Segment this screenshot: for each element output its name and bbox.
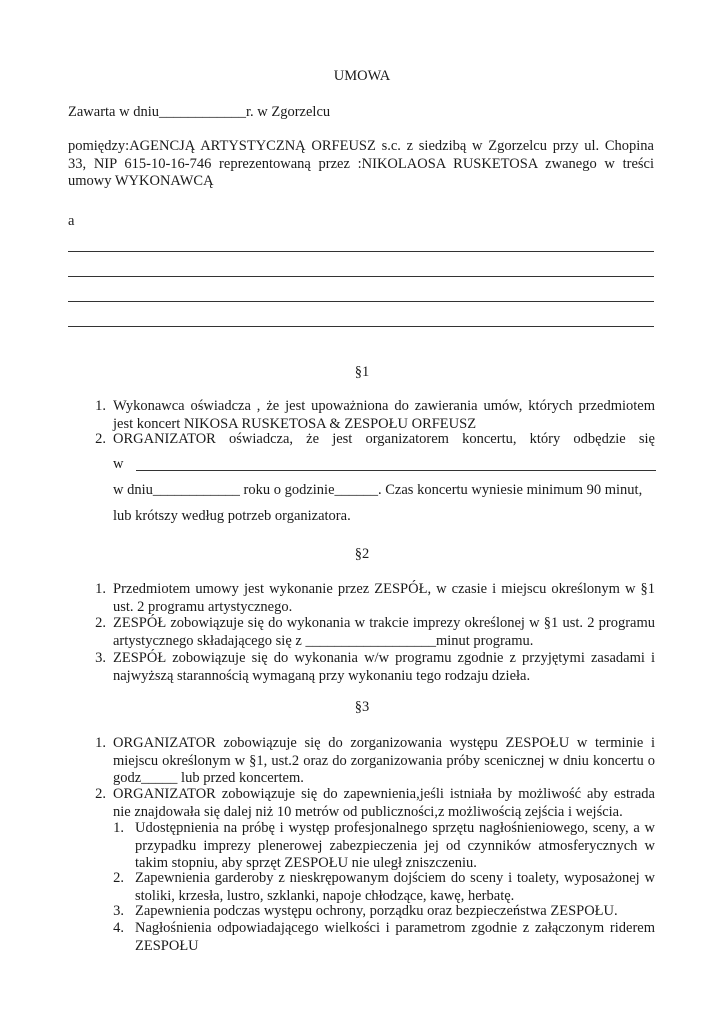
s3-sub-3-text: Zapewnienia podczas występu ochrony, porządku oraz bezpieczeństwa ZESPOŁU.: [135, 903, 618, 919]
s3-sub-2-text: Zapewnienia garderoby z nieskrępowanym dojściem do sceny i toalety, wyposażonej w stoliki, krzesła, lustro, szklanki, napoje chłodzące, kawę, herbatę.: [135, 870, 655, 904]
date-time-line: w dniu____________ roku o godzinie______. Czas koncertu wyniesie minimum 90 minut,: [113, 482, 643, 498]
document-title: UMOWA: [333, 68, 391, 84]
s2-item-3-number: 3.: [95, 650, 106, 666]
s1-item-2-number: 2.: [95, 431, 106, 447]
s2-item-2-number: 2.: [95, 615, 106, 631]
s3-item-1-text: ORGANIZATOR zobowiązuje się do zorganizowania występu ZESPOŁU w terminie i miejscu określonym w §1, ust.2 oraz do zorganizowania próby scenicznej w dniu koncertu o godz_____ lub przed koncertem.: [113, 735, 655, 786]
s2-item-1-number: 1.: [95, 581, 106, 597]
party-one-paragraph: pomiędzy:AGENCJĄ ARTYSTYCZNĄ ORFEUSZ s.c. z siedzibą w Zgorzelcu przy ul. Chopina 33, NIP 615-10-16-746 reprezentowaną przez :NIKOLAOSA RUSKETOSA zwanego w treści umowy WYKONAWCĄ: [68, 138, 654, 189]
s2-item-2-text: ZESPÓŁ zobowiązuje się do wykonania w trakcie imprezy określonej w §1 ust. 2 programu artystycznego składającego się z __________________minut programu.: [113, 615, 655, 649]
s3-sub-3-number: 3.: [113, 903, 124, 919]
s2-item-1-text: Przedmiotem umowy jest wykonanie przez ZESPÓŁ, w czasie i miejscu określonym w §1 ust. 2 programu artystycznego.: [113, 581, 655, 615]
section-2-heading: §2: [354, 546, 370, 562]
place-blank-line: [136, 470, 656, 471]
party-two-blank-line-3: [68, 301, 654, 302]
s3-item-1-number: 1.: [95, 735, 106, 751]
s3-sub-4-number: 4.: [113, 920, 124, 936]
s1-item-1-text: Wykonawca oświadcza , że jest upoważniona do zawierania umów, których przedmiotem jest koncert NIKOSA RUSKETOSA & ZESPOŁU ORFEUSZ: [113, 398, 655, 432]
place-prefix: w: [113, 456, 124, 472]
duration-note: lub krótszy według potrzeb organizatora.: [113, 508, 351, 524]
concluded-line: Zawarta w dniu____________r. w Zgorzelcu: [68, 104, 331, 120]
section-1-heading: §1: [354, 364, 370, 380]
party-two-blank-line-1: [68, 251, 654, 252]
s3-sub-4-text: Nagłośnienia odpowiadającego wielkości i parametrom zgodnie z załączonym riderem ZESPOŁU: [135, 920, 655, 954]
party-two-blank-line-4: [68, 326, 654, 327]
s3-item-2-number: 2.: [95, 786, 106, 802]
s3-sub-1-text: Udostępnienia na próbę i występ profesjonalnego sprzętu nagłośnieniowego, sceny, a w przypadku imprezy plenerowej zabezpieczenia jej od czynników atmosferycznych w takim stopniu, aby sprzęt ZESPOŁU nie uległ zniszczeniu.: [135, 820, 655, 871]
and-label: a: [68, 213, 75, 229]
s1-item-2-text: ORGANIZATOR oświadcza, że jest organizatorem koncertu, który odbędzie się: [113, 431, 655, 447]
s3-item-2-text: ORGANIZATOR zobowiązuje się do zapewnienia,jeśli istniała by możliwość aby estrada nie znajdowała się dalej niż 10 metrów od publiczności,z możliwością zejścia i wejścia.: [113, 786, 655, 820]
s3-sub-1-number: 1.: [113, 820, 124, 836]
s3-sub-2-number: 2.: [113, 870, 124, 886]
party-two-blank-line-2: [68, 276, 654, 277]
s1-item-1-number: 1.: [95, 398, 106, 414]
s2-item-3-text: ZESPÓŁ zobowiązuje się do wykonania w/w programu zgodnie z przyjętymi zasadami i najwyższą starannością wymaganą przy wykonaniu tego rodzaju dzieła.: [113, 650, 655, 684]
section-3-heading: §3: [354, 699, 370, 715]
